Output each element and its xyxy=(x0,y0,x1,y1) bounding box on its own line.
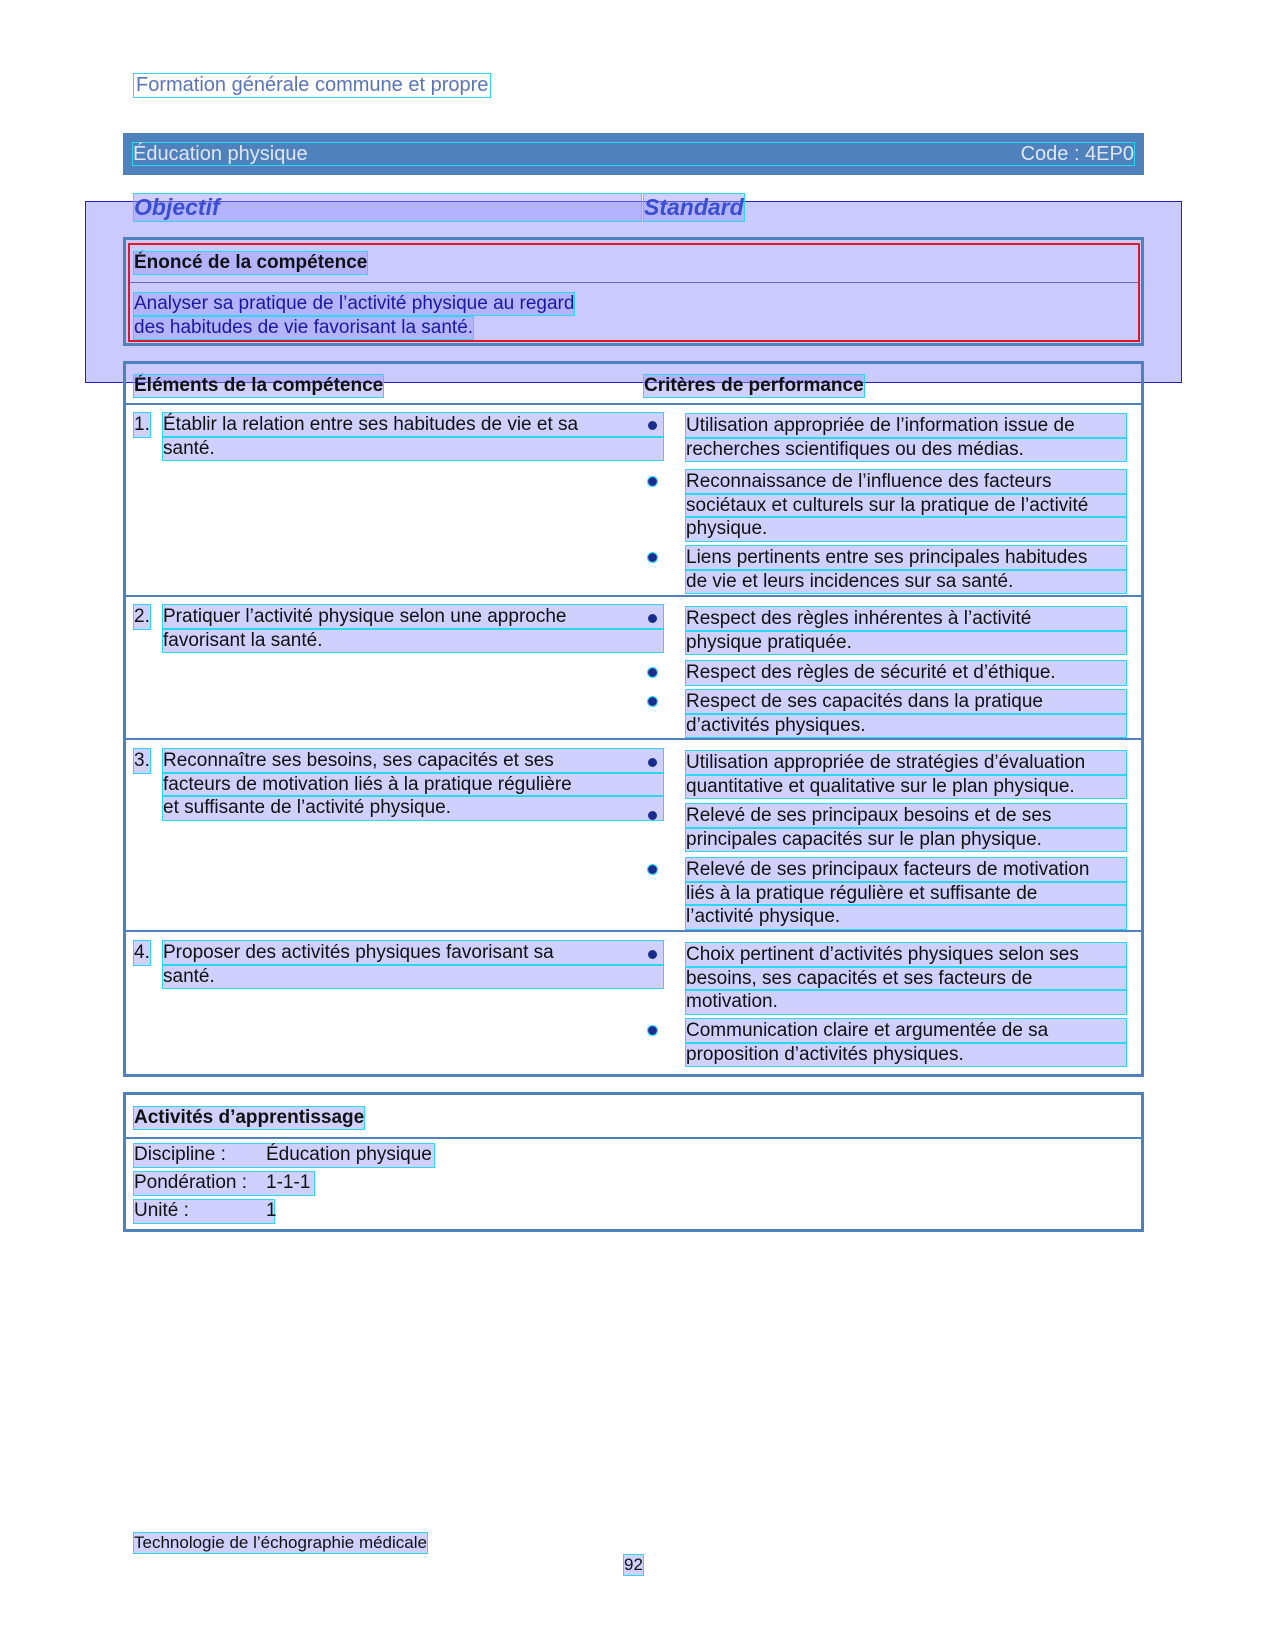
critere-line: de vie et leurs incidences sur sa santé. xyxy=(686,570,1126,594)
critere-line: recherches scientifiques ou des médias. xyxy=(686,438,1126,462)
critere-line: Liens pertinents entre ses principales habitudes xyxy=(686,546,1126,570)
critere-line: proposition d’activités physiques. xyxy=(686,1043,1126,1067)
critere-item xyxy=(686,690,1126,737)
element-line: Établir la relation entre ses habitudes de vie et sa xyxy=(163,413,663,437)
course-title: Éducation physique xyxy=(133,143,308,165)
bullet-icon xyxy=(648,477,657,486)
element-number: 3. xyxy=(134,750,150,771)
enonce-text-line: Analyser sa pratique de l’activité physique au regard xyxy=(134,293,575,314)
critere-line: principales capacités sur le plan physique. xyxy=(686,828,1126,852)
element-line: Pratiquer l’activité physique selon une approche xyxy=(163,605,663,629)
critere-item xyxy=(686,1019,1126,1066)
critere-item xyxy=(686,607,1126,654)
critere-item xyxy=(686,751,1126,798)
critere-line: motivation. xyxy=(686,990,1126,1014)
element-text xyxy=(163,941,663,988)
bullet-icon xyxy=(648,811,657,820)
objectif-heading: Objectif xyxy=(134,194,641,221)
ponderation-label: Pondération : xyxy=(134,1172,248,1193)
bullet-icon xyxy=(648,697,657,706)
standard-heading: Standard xyxy=(644,194,744,220)
critere-item xyxy=(686,943,1126,1014)
critere-item xyxy=(686,858,1126,929)
critere-line: Respect des règles de sécurité et d’éthique. xyxy=(686,661,1126,685)
element-line: Reconnaître ses besoins, ses capacités et ses xyxy=(163,749,663,773)
unite-value: 1 xyxy=(266,1200,277,1221)
critere-line: besoins, ses capacités et ses facteurs de xyxy=(686,967,1126,991)
document-header: Formation générale commune et propre xyxy=(136,74,489,96)
critere-line: quantitative et qualitative sur le plan physique. xyxy=(686,775,1126,799)
bullet-icon xyxy=(648,421,657,430)
critere-line: physique pratiquée. xyxy=(686,631,1126,655)
footer-title: Technologie de l’échographie médicale xyxy=(134,1533,427,1552)
critere-line: l’activité physique. xyxy=(686,905,1126,929)
critere-line: Relevé de ses principaux besoins et de ses xyxy=(686,804,1126,828)
table-header-divider xyxy=(123,403,1144,405)
bullet-icon xyxy=(648,758,657,767)
criteres-column-header: Critères de performance xyxy=(644,375,864,396)
element-line: facteurs de motivation liés à la pratique régulière xyxy=(163,773,663,797)
activities-title: Activités d’apprentissage xyxy=(134,1107,365,1128)
element-line: et suffisante de l’activité physique. xyxy=(163,796,663,820)
element-text xyxy=(163,749,663,820)
element-number: 4. xyxy=(134,942,150,963)
critere-line: Respect des règles inhérentes à l’activité xyxy=(686,607,1126,631)
element-text xyxy=(163,413,663,460)
enonce-text-line: des habitudes de vie favorisant la santé. xyxy=(134,317,474,338)
critere-item xyxy=(686,661,1126,685)
critere-line: physique. xyxy=(686,517,1126,541)
page-number: 92 xyxy=(624,1555,643,1574)
enonce-label: Énoncé de la compétence xyxy=(134,252,368,273)
element-number: 1. xyxy=(134,414,150,435)
row-divider xyxy=(123,930,1144,932)
element-line: favorisant la santé. xyxy=(163,629,663,653)
ponderation-value: 1-1-1 xyxy=(266,1172,311,1193)
bullet-icon xyxy=(648,614,657,623)
row-divider xyxy=(123,595,1144,597)
element-text xyxy=(163,605,663,652)
critere-item xyxy=(686,414,1126,461)
course-code: Code : 4EP0 xyxy=(1020,143,1134,165)
critere-line: liés à la pratique régulière et suffisante de xyxy=(686,882,1126,906)
row-divider xyxy=(123,738,1144,740)
elements-column-header: Éléments de la compétence xyxy=(134,375,384,396)
bullet-icon xyxy=(648,1026,657,1035)
element-line: santé. xyxy=(163,965,663,989)
critere-line: sociétaux et culturels sur la pratique de l’activité xyxy=(686,494,1126,518)
element-line: Proposer des activités physiques favorisant sa xyxy=(163,941,663,965)
element-number: 2. xyxy=(134,606,150,627)
bullet-icon xyxy=(648,865,657,874)
critere-line: Utilisation appropriée de stratégies d’évaluation xyxy=(686,751,1126,775)
activities-divider xyxy=(123,1137,1144,1139)
element-line: santé. xyxy=(163,437,663,461)
discipline-value: Éducation physique xyxy=(266,1144,432,1165)
critere-line: Communication claire et argumentée de sa xyxy=(686,1019,1126,1043)
critere-line: Relevé de ses principaux facteurs de motivation xyxy=(686,858,1126,882)
critere-line: Choix pertinent d’activités physiques selon ses xyxy=(686,943,1126,967)
critere-line: Utilisation appropriée de l’information issue de xyxy=(686,414,1126,438)
critere-line: d’activités physiques. xyxy=(686,714,1126,738)
critere-line: Respect de ses capacités dans la pratique xyxy=(686,690,1126,714)
title-bar xyxy=(123,133,1144,175)
critere-item xyxy=(686,804,1126,851)
discipline-label: Discipline : xyxy=(134,1144,226,1165)
critere-item xyxy=(686,546,1126,593)
enonce-divider xyxy=(130,282,1138,283)
unite-label: Unité : xyxy=(134,1200,189,1221)
bullet-icon xyxy=(648,950,657,959)
bullet-icon xyxy=(648,668,657,677)
bullet-icon xyxy=(648,553,657,562)
critere-item xyxy=(686,470,1126,541)
critere-line: Reconnaissance de l’influence des facteurs xyxy=(686,470,1126,494)
